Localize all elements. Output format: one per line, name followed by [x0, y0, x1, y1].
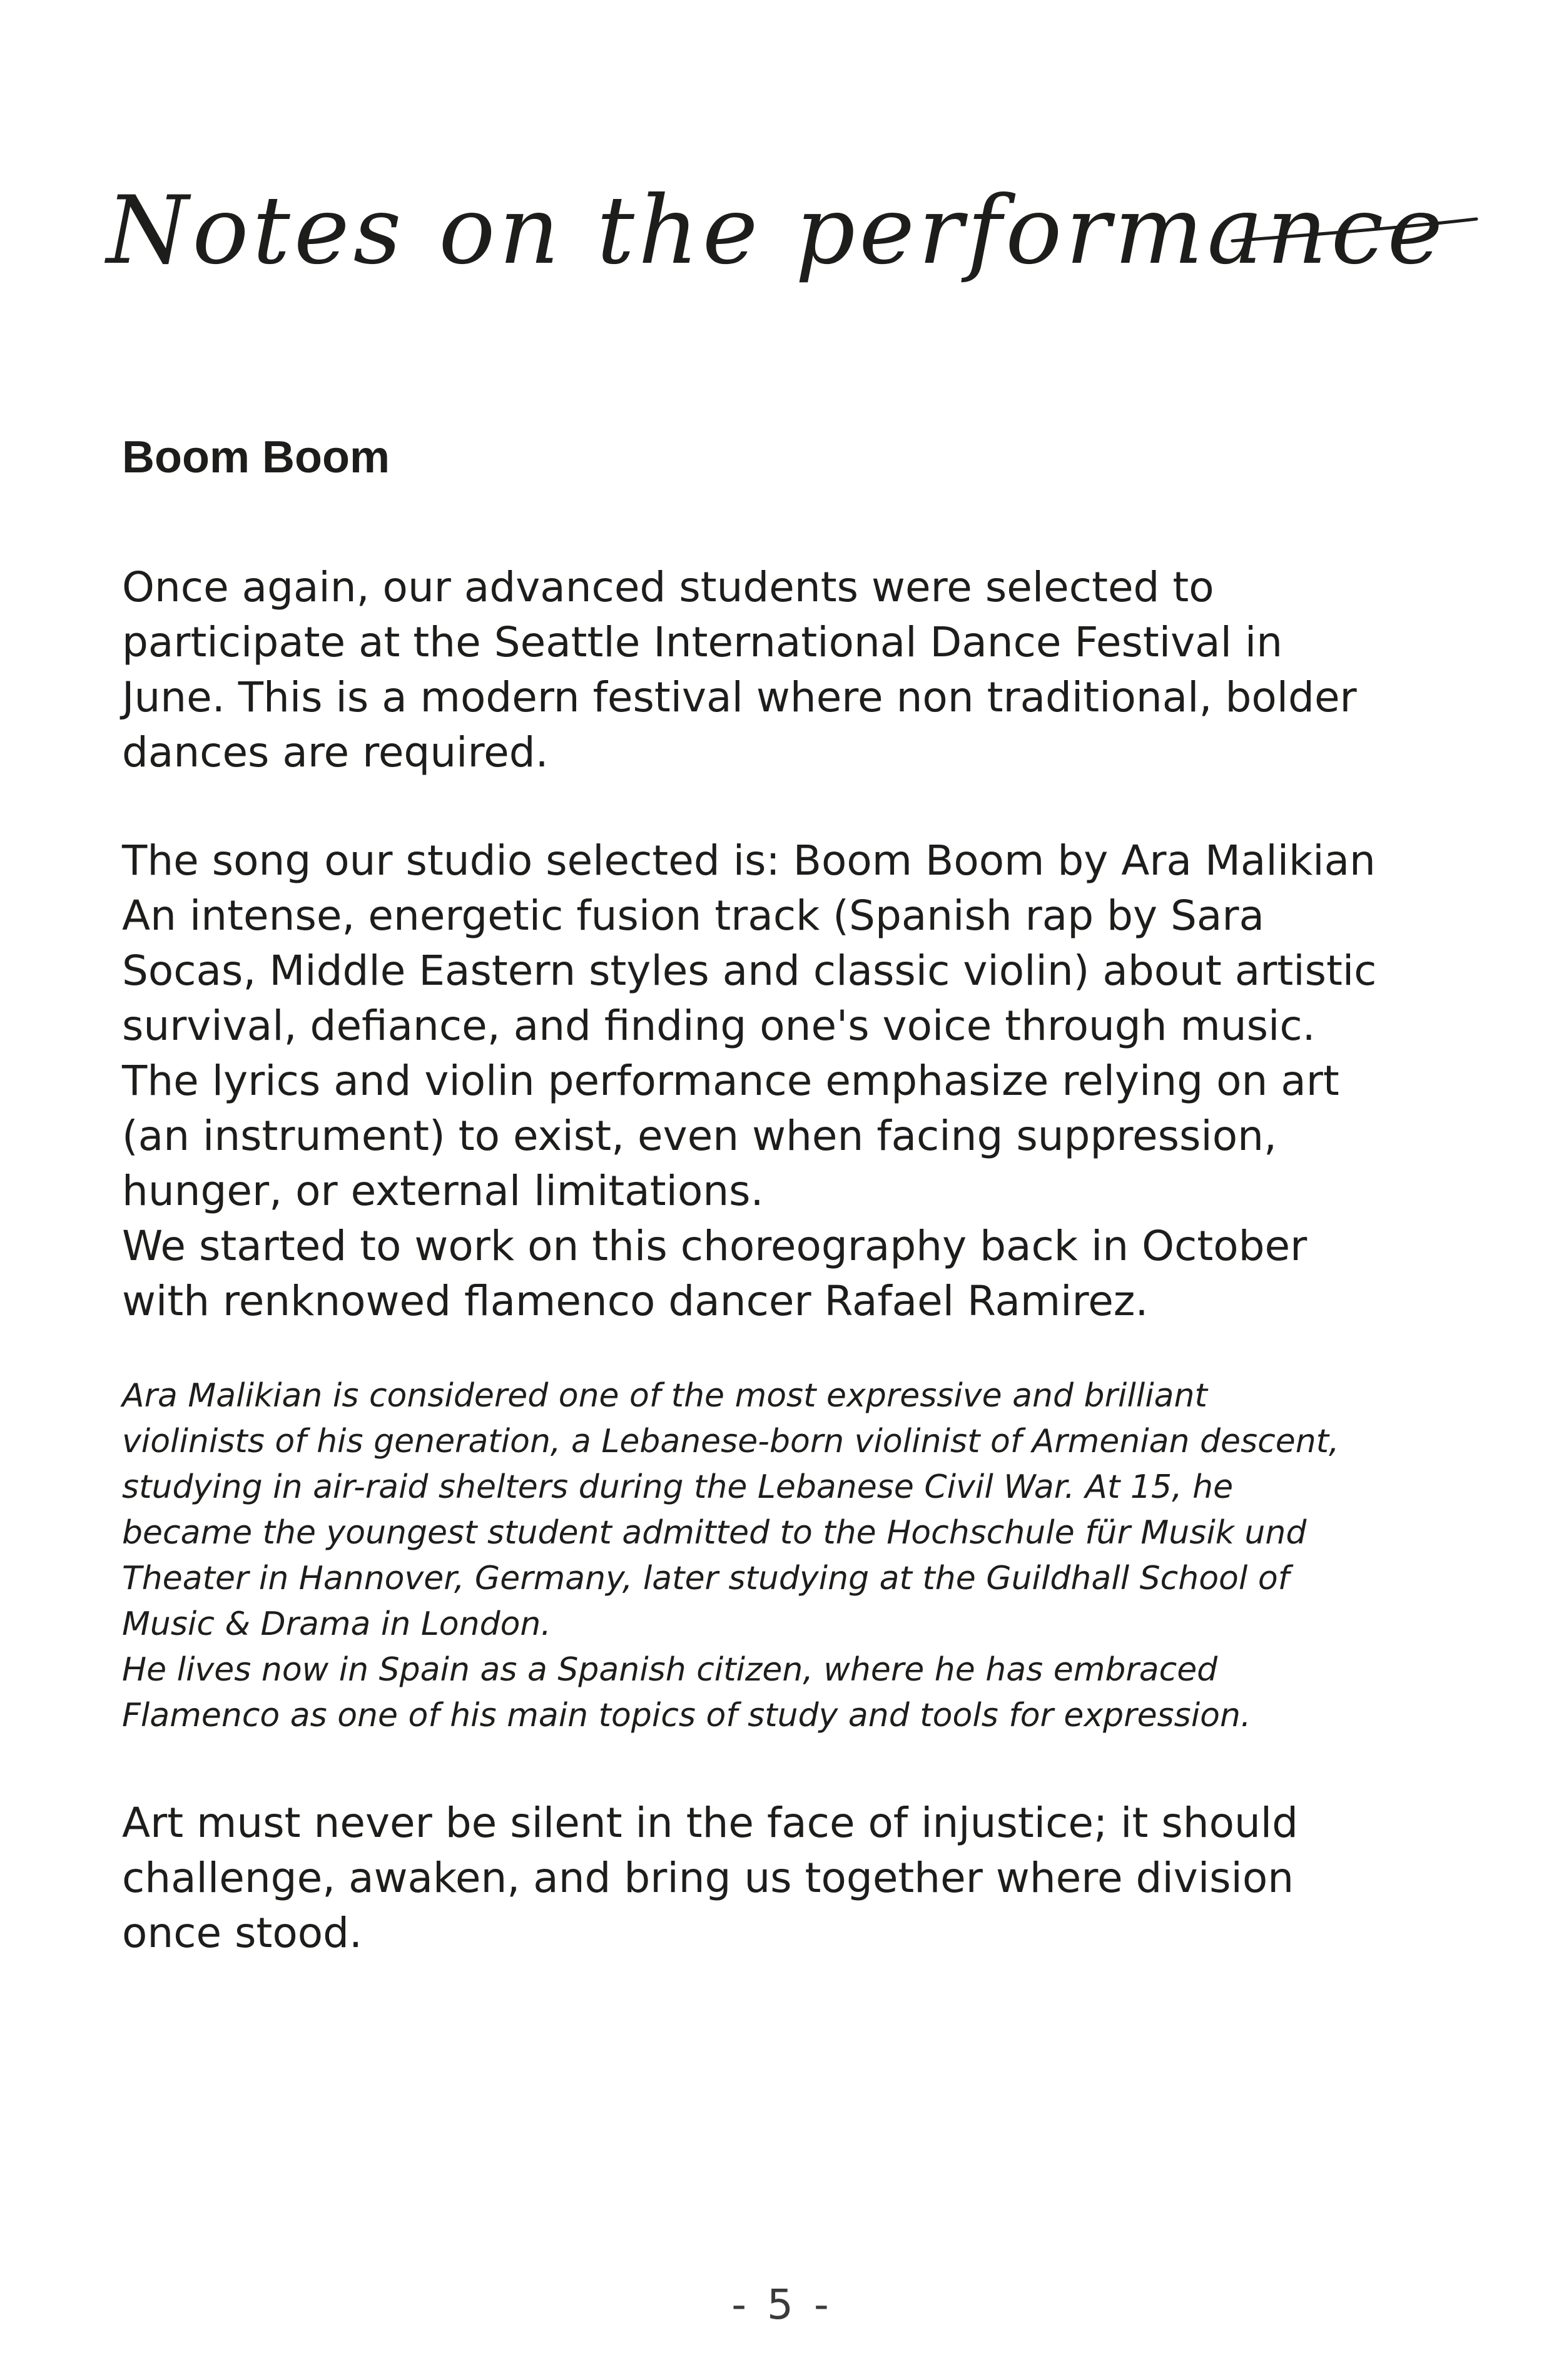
paragraph-line: Socas, Middle Eastern styles and classic violin) about artistic: [122, 947, 1377, 995]
paragraph-line: with renknowed flamenco dancer Rafael Ramirez.: [122, 1277, 1149, 1325]
section-title: Boom Boom: [122, 432, 390, 482]
bio-line: became the youngest student admitted to the Hochschule für Musik und: [122, 1514, 1307, 1552]
paragraph-line: hunger, or external limitations.: [122, 1167, 764, 1215]
bio-line: violinists of his generation, a Lebanese-born violinist of Armenian descent,: [122, 1423, 1339, 1460]
page-number: - 5 -: [731, 2281, 833, 2329]
script-title: [94, 119, 1495, 332]
bio-line: Ara Malikian is considered one of the most expressive and brilliant: [122, 1377, 1207, 1415]
paragraph-line: We started to work on this choreography back in October: [122, 1222, 1308, 1270]
bio-line: Theater in Hannover, Germany, later studying at the Guildhall School of: [122, 1560, 1289, 1597]
closing-quote: [122, 1796, 1498, 1961]
song-paragraph: [122, 833, 1498, 1329]
paragraph-line: Once again, our advanced students were selected to: [122, 563, 1214, 611]
paragraph-line: dances are required.: [122, 728, 549, 776]
bio-line: He lives now in Spain as a Spanish citizen, where he has embraced: [122, 1651, 1218, 1689]
page-title: Notes on the performance: [106, 176, 1447, 285]
quote-line: Art must never be silent in the face of injustice; it should: [122, 1799, 1299, 1847]
paragraph-line: June. This is a modern festival where non traditional, bolder: [122, 673, 1357, 721]
bio-line: Music & Drama in London.: [122, 1605, 551, 1643]
intro-paragraph: [122, 560, 1498, 780]
paragraph-line: The song our studio selected is: Boom Boom by Ara Malikian: [122, 837, 1376, 885]
bio-line: Flamenco as one of his main topics of study and tools for expression.: [122, 1697, 1251, 1734]
quote-line: once stood.: [122, 1909, 362, 1957]
paragraph-line: survival, defiance, and finding one's voice through music.: [122, 1002, 1316, 1050]
paragraph-line: (an instrument) to exist, even when facing suppression,: [122, 1112, 1277, 1160]
artist-bio: [122, 1373, 1511, 1739]
paragraph-line: An intense, energetic fusion track (Spanish rap by Sara: [122, 892, 1264, 940]
bio-line: studying in air-raid shelters during the Lebanese Civil War. At 15, he: [122, 1468, 1234, 1506]
paragraph-line: The lyrics and violin performance emphasize relying on art: [122, 1057, 1339, 1105]
paragraph-line: participate at the Seattle International Dance Festival in: [122, 618, 1283, 666]
quote-line: challenge, awaken, and bring us together where division: [122, 1854, 1294, 1902]
